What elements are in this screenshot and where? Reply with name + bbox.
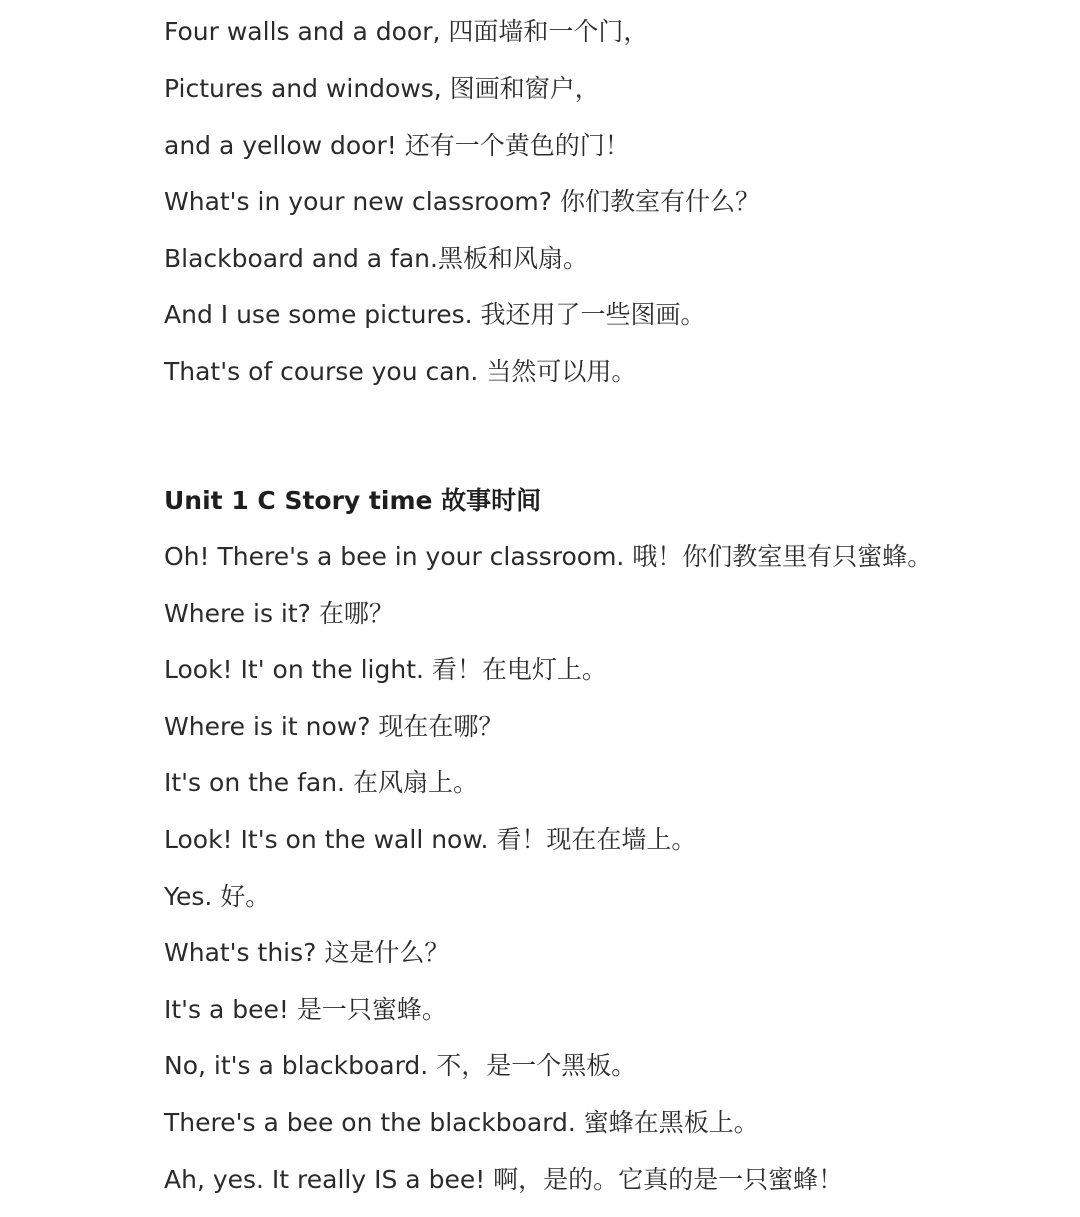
text-line: That's of course you can. 当然可以用。 — [164, 357, 637, 386]
text-line: Pictures and windows, 图画和窗户， — [164, 74, 600, 103]
text-line: It's a bee! 是一只蜜蜂。 — [164, 995, 447, 1024]
text-line: Four walls and a door, 四面墙和一个门， — [164, 17, 649, 46]
text-line: No, it's a blackboard. 不，是一个黑板。 — [164, 1051, 637, 1080]
text-line: Oh! There's a bee in your classroom. 哦！你们教室里有只蜜蜂。 — [164, 542, 933, 571]
text-line: What's this? 这是什么？ — [164, 938, 450, 967]
text-line: Look! It's on the wall now. 看！现在在墙上。 — [164, 825, 697, 854]
text-line: Blackboard and a fan.黑板和风扇。 — [164, 244, 588, 273]
text-line: And I use some pictures. 我还用了一些图画。 — [164, 300, 706, 329]
text-line: There's a bee on the blackboard. 蜜蜂在黑板上。 — [164, 1108, 759, 1137]
section-heading: Unit 1 C Story time 故事时间 — [164, 486, 542, 515]
text-line: Ah, yes. It really IS a bee! 啊，是的。它真的是一只蜜蜂！ — [164, 1165, 844, 1194]
text-line: What's in your new classroom? 你们教室有什么？ — [164, 187, 760, 216]
text-line: It's on the fan. 在风扇上。 — [164, 768, 478, 797]
text-line: Yes. 好。 — [164, 882, 271, 911]
text-line: Where is it? 在哪？ — [164, 599, 394, 628]
text-line: Where is it now? 现在在哪？ — [164, 712, 504, 741]
text-line: and a yellow door! 还有一个黄色的门！ — [164, 131, 630, 160]
text-line: Look! It' on the light. 看！在电灯上。 — [164, 655, 607, 684]
